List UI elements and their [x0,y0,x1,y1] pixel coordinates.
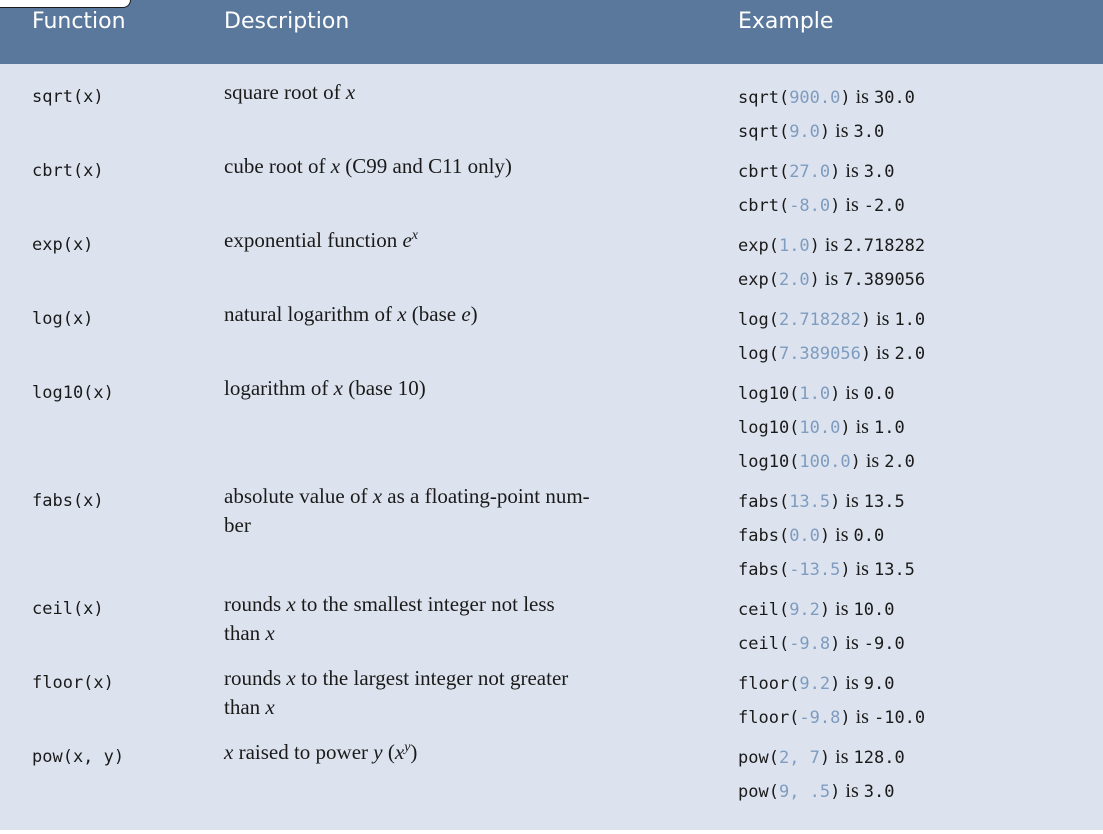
example-result: 9.0 [863,674,895,694]
example-call: floor( [738,674,800,694]
example-call-close: ) [830,674,841,694]
example-is: is [830,524,854,546]
example-call: log( [738,310,779,330]
function-description [224,738,704,767]
example-argument: 9.2 [789,600,820,620]
example-line [738,666,1098,700]
example-call: floor( [738,708,800,728]
example-list [738,484,1098,586]
example-result: 3.0 [863,782,895,802]
example-list [738,80,1098,148]
example-result: -2.0 [863,196,905,216]
example-is: is [840,780,864,802]
example-call-close: ) [860,310,872,330]
example-call-close: ) [830,162,841,182]
example-result: -9.0 [863,634,905,654]
description-text: x [265,695,275,719]
example-call: ceil( [738,600,790,620]
description-text: ) [410,740,418,764]
description-text: x [265,621,275,645]
example-call-close: ) [809,236,820,256]
function-name: floor(x) [32,673,114,693]
example-call-close: ) [830,782,841,802]
function-description [224,374,704,403]
description-text: x [372,484,383,508]
example-call-close: ) [840,88,851,108]
description-text: to the largest integer not greater [295,666,569,690]
description-text: x [330,154,341,178]
example-is: is [819,268,844,290]
header-example: Example [738,9,834,34]
example-is: is [840,490,864,512]
function-description [224,664,704,722]
example-line [738,592,1098,626]
example-list [738,302,1098,370]
example-call: log10( [738,452,800,472]
example-is: is [840,672,864,694]
example-is: is [830,120,854,142]
example-call-close: ) [860,344,872,364]
example-is: is [840,194,864,216]
example-call-close: ) [850,452,861,472]
example-argument: 0.0 [789,526,820,546]
example-call: cbrt( [738,162,790,182]
example-call-close: ) [809,270,820,290]
description-text: x [411,228,418,243]
example-line [738,774,1098,808]
description-text: x [224,740,234,764]
description-text: than [224,695,266,719]
description-text: (base 10) [342,376,426,400]
example-line [738,484,1098,518]
example-call: exp( [738,270,779,290]
example-call-close: ) [819,526,831,546]
function-description [224,152,704,181]
example-argument: 9, .5 [778,782,831,802]
description-text: (base [406,302,462,326]
table-header [0,0,1103,64]
description-text: logarithm of [224,376,334,400]
example-line [738,552,1098,586]
example-call-close: ) [840,418,851,438]
function-name: ceil(x) [32,599,104,619]
example-call-close: ) [840,560,851,580]
example-call: log10( [738,418,800,438]
example-result: 10.0 [853,600,895,620]
example-list [738,154,1098,222]
example-line [738,188,1098,222]
function-description [224,78,704,107]
description-text: (C99 and C11 only) [340,154,512,178]
description-text: e [461,302,471,326]
description-text: e [402,228,412,252]
description-text: square root of [224,80,346,104]
description-text: to the smallest integer not less [295,592,555,616]
example-line [738,410,1098,444]
example-line [738,376,1098,410]
example-is: is [850,558,874,580]
example-line [738,302,1098,336]
example-result: 0.0 [853,526,885,546]
description-text: ( [382,740,395,764]
example-call-close: ) [819,122,831,142]
description-text: ) [470,302,478,326]
example-is: is [840,382,864,404]
function-description [224,482,704,540]
example-list [738,666,1098,734]
example-call: ceil( [738,634,790,654]
example-line [738,80,1098,114]
example-call: pow( [738,748,779,768]
description-text: x [286,666,296,690]
example-result: 1.0 [894,310,926,330]
function-name: sqrt(x) [32,87,104,107]
example-call-close: ) [819,748,831,768]
example-line [738,518,1098,552]
description-text: than [224,621,266,645]
example-call: sqrt( [738,88,790,108]
example-argument: 9.2 [799,674,831,694]
example-line [738,262,1098,296]
example-result: 30.0 [873,88,915,108]
example-line [738,154,1098,188]
description-text: rounds [224,592,287,616]
example-line [738,228,1098,262]
example-list [738,740,1098,808]
example-argument: 7.389056 [778,344,861,364]
example-call: fabs( [738,526,790,546]
example-is: is [850,86,874,108]
example-result: 1.0 [873,418,905,438]
example-is: is [830,598,854,620]
description-text: rounds [224,666,287,690]
description-text: as a floating-point num- [382,484,590,508]
example-argument: 10.0 [799,418,841,438]
example-is: is [860,450,885,472]
example-result: 13.5 [873,560,915,580]
example-result: 3.0 [853,122,885,142]
example-argument: -8.0 [789,196,831,216]
example-argument: 2.0 [778,270,810,290]
description-text: x [333,376,343,400]
example-is: is [871,308,895,330]
example-argument: 2, 7 [778,748,820,768]
example-line [738,444,1098,478]
example-call-close: ) [840,708,851,728]
example-argument: 13.5 [789,492,831,512]
example-is: is [840,160,864,182]
function-name: cbrt(x) [32,161,104,181]
function-description [224,226,704,255]
description-text: natural logarithm of [224,302,398,326]
description-text: cube root of [224,154,331,178]
example-call-close: ) [830,384,841,404]
example-call: fabs( [738,492,790,512]
example-result: 0.0 [863,384,895,404]
example-result: 2.0 [894,344,926,364]
example-result: 7.389056 [843,270,926,290]
example-argument: 100.0 [799,452,851,472]
example-call: fabs( [738,560,790,580]
example-call: sqrt( [738,122,790,142]
example-line [738,626,1098,660]
description-text: x [397,302,407,326]
example-result: 2.0 [884,452,915,472]
description-text: x [345,80,356,104]
example-result: 128.0 [853,748,905,768]
description-text: absolute value of [224,484,373,508]
example-is: is [840,632,864,654]
example-result: 3.0 [863,162,895,182]
function-description [224,300,704,329]
example-argument: 900.0 [789,88,841,108]
example-argument: -13.5 [789,560,841,580]
example-line [738,740,1098,774]
function-description [224,590,704,648]
example-argument: 9.0 [789,122,820,142]
example-call-close: ) [830,492,841,512]
function-name: exp(x) [32,235,94,255]
example-is: is [871,342,895,364]
example-argument: 27.0 [789,162,831,182]
description-text: y [404,740,411,755]
function-name: pow(x, y) [32,747,125,767]
header-description: Description [224,9,350,34]
example-list [738,592,1098,660]
example-result: 2.718282 [843,236,926,256]
example-argument: 1.0 [799,384,831,404]
example-line [738,700,1098,734]
example-argument: 1.0 [778,236,810,256]
example-argument: -9.8 [789,634,831,654]
example-argument: 2.718282 [778,310,861,330]
example-call: exp( [738,236,779,256]
example-list [738,228,1098,296]
description-text: x [394,740,405,764]
example-call-close: ) [830,634,841,654]
example-argument: -9.8 [799,708,841,728]
corner-tab-decoration [0,0,131,8]
example-is: is [850,416,874,438]
description-text: raised to power [233,740,374,764]
function-name: log(x) [32,309,94,329]
example-call: cbrt( [738,196,790,216]
example-call-close: ) [819,600,831,620]
example-call: log( [738,344,779,364]
example-call: log10( [738,384,800,404]
function-name: log10(x) [32,383,114,403]
description-text: ber [224,513,251,537]
function-name: fabs(x) [32,491,104,511]
example-line [738,114,1098,148]
description-text: exponential function [224,228,403,252]
example-call: pow( [738,782,779,802]
description-text: y [373,740,383,764]
description-text: x [286,592,296,616]
example-is: is [830,746,854,768]
example-line [738,336,1098,370]
example-result: 13.5 [863,492,905,512]
example-list [738,376,1098,478]
example-is: is [819,234,844,256]
header-function: Function [32,9,126,34]
example-call-close: ) [830,196,841,216]
example-is: is [850,706,874,728]
example-result: -10.0 [873,708,926,728]
